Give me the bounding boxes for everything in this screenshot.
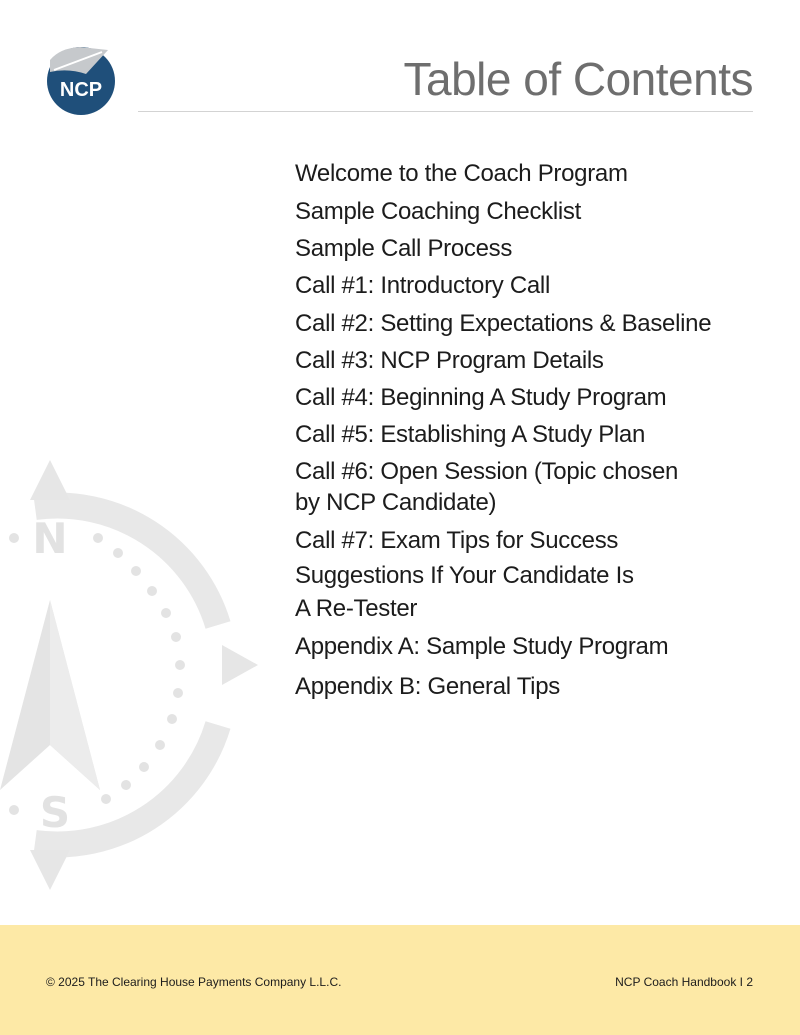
toc-item-call-5[interactable]: Call #5: Establishing A Study Plan [295, 421, 646, 448]
toc-item-call-6[interactable]: Call #6: Open Session (Topic chosen [295, 458, 679, 485]
toc-item-welcome[interactable]: Welcome to the Coach Program [295, 160, 628, 187]
toc-item-retester[interactable]: Suggestions If Your Candidate Is [295, 562, 634, 589]
footer-copyright: © 2025 The Clearing House Payments Company L.L.C. [46, 975, 342, 989]
toc-item-call-7[interactable]: Call #7: Exam Tips for Success [295, 527, 619, 554]
title-divider [138, 111, 753, 112]
logo-text: NCP [59, 79, 103, 101]
toc-item-appendix-b[interactable]: Appendix B: General Tips [295, 673, 560, 700]
toc-item-coaching-checklist[interactable]: Sample Coaching Checklist [295, 198, 581, 225]
toc-item-appendix-a[interactable]: Appendix A: Sample Study Program [295, 633, 669, 660]
toc-item-call-6-cont[interactable]: by NCP Candidate) [295, 489, 497, 516]
toc-item-retester-cont[interactable]: A Re-Tester [295, 595, 418, 622]
compass-watermark-icon [0, 455, 270, 895]
compass-north-letter: N [32, 514, 68, 563]
toc-item-call-4[interactable]: Call #4: Beginning A Study Program [295, 384, 667, 411]
footer-band [0, 925, 800, 1035]
toc-item-call-process[interactable]: Sample Call Process [295, 235, 513, 262]
toc-item-call-3[interactable]: Call #3: NCP Program Details [295, 347, 604, 374]
compass-south-letter: S [39, 788, 71, 837]
toc-item-call-1[interactable]: Call #1: Introductory Call [295, 272, 550, 299]
toc-item-call-2[interactable]: Call #2: Setting Expectations & Baseline [295, 310, 712, 337]
ncp-logo [46, 46, 116, 116]
footer-page-number: NCP Coach Handbook I 2 [615, 975, 753, 989]
page-title: Table of Contents [403, 53, 753, 105]
